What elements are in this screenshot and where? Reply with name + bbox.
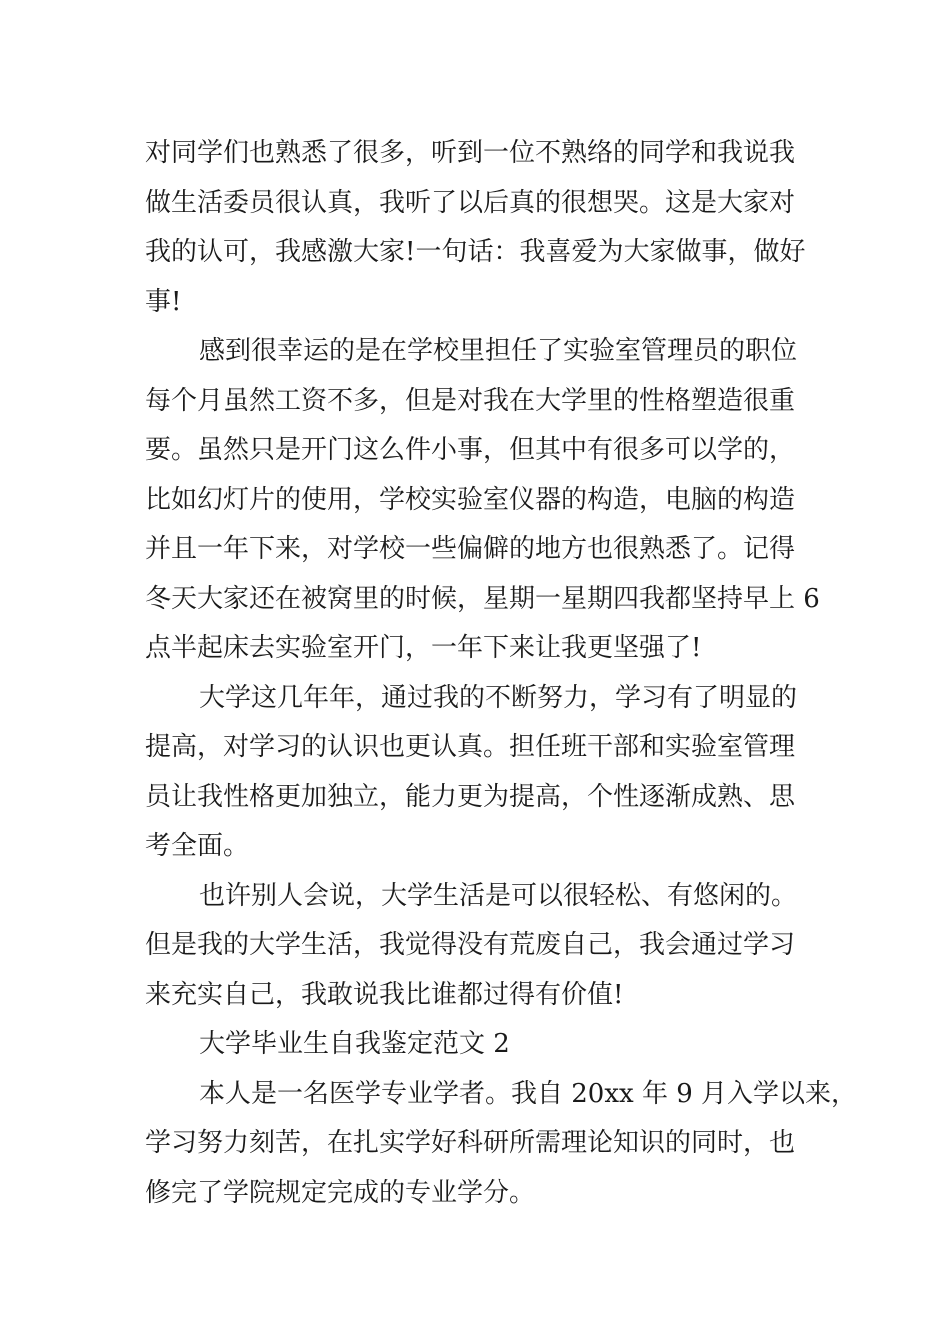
paragraph-introduction xyxy=(145,1070,858,1219)
text-line: 每个月虽然工资不多，但是对我在大学里的性格塑造很重 xyxy=(145,385,796,416)
paragraph-lab-admin xyxy=(145,327,835,674)
text-line: 事! xyxy=(145,286,182,317)
section-heading xyxy=(145,1020,835,1070)
text-line: 提高，对学习的认识也更认真。担任班干部和实验室管理 xyxy=(145,732,796,762)
text-line: 感到很幸运的是在学校里担任了实验室管理员的职位 xyxy=(199,336,798,366)
text-line: 并且一年下来，对学校一些偏僻的地方也很熟悉了。记得 xyxy=(145,534,796,564)
document-body xyxy=(145,129,858,1218)
text-line: 比如幻灯片的使用，学校实验室仪器的构造，电脑的构造 xyxy=(145,484,796,515)
text-line: 本人是一名医学专业学者。我自 20xx 年 9 月入学以来， xyxy=(199,1078,858,1109)
text-line: 考全面。 xyxy=(145,831,250,861)
paragraph-continued xyxy=(145,129,835,327)
text-line: 我的认可，我感激大家!一句话：我喜爱为大家做事，做好 xyxy=(145,237,806,267)
text-line: 员让我性格更加独立，能力更为提高，个性逐渐成熟、思 xyxy=(145,781,796,812)
text-line: 也许别人会说，大学生活是可以很轻松、有悠闲的。 xyxy=(199,880,798,911)
text-line: 点半起床去实验室开门，一年下来让我更坚强了! xyxy=(145,633,702,663)
text-line: 来充实自己，我敢说我比谁都过得有价值! xyxy=(145,979,624,1010)
text-line: 大学这几年年，通过我的不断努力，学习有了明显的 xyxy=(199,682,798,713)
paragraph-growth xyxy=(145,674,835,872)
section-heading-text: 大学毕业生自我鉴定范文 2 xyxy=(199,1029,510,1059)
text-line: 学习努力刻苦，在扎实学好科研所需理论知识的同时，也 xyxy=(145,1128,796,1158)
text-line: 修完了学院规定完成的专业学分。 xyxy=(145,1177,536,1208)
paragraph-college-life xyxy=(145,872,835,1021)
text-line: 要。虽然只是开门这么件小事，但其中有很多可以学的， xyxy=(145,435,796,465)
text-line: 做生活委员很认真，我听了以后真的很想哭。这是大家对 xyxy=(145,187,796,218)
text-line: 但是我的大学生活，我觉得没有荒废自己，我会通过学习 xyxy=(145,930,796,960)
text-line: 冬天大家还在被窝里的时候，星期一星期四我都坚持早上 6 xyxy=(145,583,820,614)
text-line: 对同学们也熟悉了很多，听到一位不熟络的同学和我说我 xyxy=(145,138,796,168)
